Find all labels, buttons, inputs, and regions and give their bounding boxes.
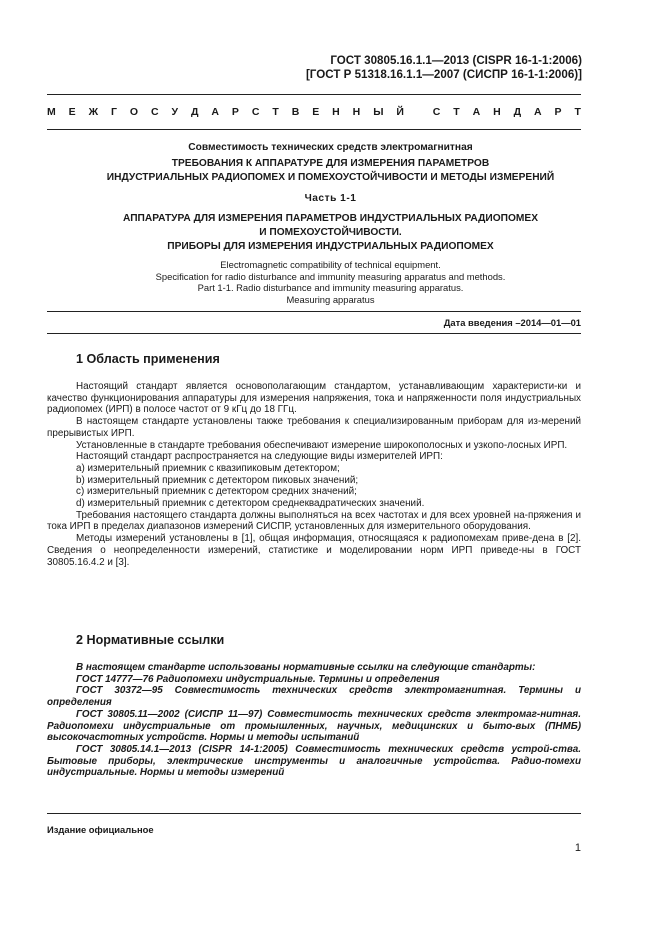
- banner-letter: Г: [111, 106, 117, 118]
- title-english-line: Part 1-1. Radio disturbance and immunity measuring apparatus.: [197, 282, 464, 294]
- banner-letter: М: [47, 106, 56, 118]
- title-part-line: И ПОМЕХОУСТОЙЧИВОСТИ.: [259, 227, 402, 238]
- banner-letter: Й: [396, 106, 404, 118]
- edition-note: Издание официальное: [47, 824, 154, 835]
- title-rule: [47, 311, 581, 312]
- title-part-line: АППАРАТУРА ДЛЯ ИЗМЕРЕНИЯ ПАРАМЕТРОВ ИНДУСТРИАЛЬНЫХ РАДИОПОМЕХ: [122, 213, 538, 224]
- banner-letter: Р: [554, 106, 562, 118]
- title-main: [47, 157, 614, 185]
- banner-letter: Т: [453, 106, 460, 118]
- paragraph: Настоящий стандарт является основополагающим стандартом, устанавливающим характеристи-ки и качество функционирования аппаратуры для измерения напряжения, тока и напряженности поля индустриальных радиопомех (ИРП) в полосе частот от 9 кГц до 18 ГГц.: [47, 381, 581, 416]
- standard-designation: [306, 54, 582, 82]
- banner-letter: В: [291, 106, 300, 118]
- title-english-line: Specification for radio disturbance and immunity measuring apparatus and methods.: [155, 270, 506, 282]
- reference-item: ГОСТ 14777—76 Радиопомехи индустриальные. Термины и определения: [76, 673, 440, 685]
- banner-letter: А: [534, 106, 542, 118]
- title-english-line: Electromagnetic compatibility of technical equipment.: [220, 259, 441, 270]
- reference-item: ГОСТ 30372—95 Совместимость технических средств электромагнитная. Термины и определения: [47, 685, 581, 709]
- title-english: [47, 259, 614, 305]
- list-item: d) измерительный приемник с детектором среднеквадратических значений.: [76, 498, 425, 510]
- introduction-date: Дата введения –2014—01—01: [443, 317, 581, 328]
- paragraph: Требования настоящего стандарта должны выполняться на всех частотах и для всех уровней на-пряжения и тока ИРП в пределах диапазонов измерений СИСПР, установленных для измерительного оборудования.: [47, 509, 581, 533]
- banner-letter: Н: [352, 106, 361, 118]
- page-number: 1: [574, 842, 581, 854]
- banner-letter: Е: [312, 106, 320, 118]
- paragraph: Настоящий стандарт распространяется на следующие виды измерителей ИРП:: [76, 451, 443, 463]
- standard-designation-line2: [ГОСТ Р 51318.16.1.1—2007 (СИСПР 16-1-1:2006)]: [305, 68, 582, 81]
- paragraph: Методы измерений установлены в [1], общая информация, относящаяся к радиопомехам приве-дена в [2]. Сведения о неопределенности измерений, статистике и моделировании норм ИРП приведе-ны в ГОСТ 30805.16.4.2 и [3].: [47, 533, 581, 568]
- standard-designation-line1: ГОСТ 30805.16.1.1—2013 (CISPR 16-1-1:2006): [330, 54, 582, 67]
- banner-letter: Д: [513, 106, 522, 118]
- section1-body: [47, 381, 581, 568]
- banner-letter: У: [171, 106, 179, 118]
- banner-letter: Ж: [88, 106, 99, 118]
- banner-letter: Н: [493, 106, 501, 118]
- list-item: с) измерительный приемник с детектором средних значений;: [76, 486, 357, 498]
- title-part-name: [47, 212, 614, 254]
- list-item: а) измерительный приемник с квазипиковым детектором;: [76, 462, 340, 474]
- interstate-standard-banner: [47, 106, 581, 122]
- paragraph: В настоящем стандарте установлены также требования к специализированным приборам для из-мерений прерывистых ИРП.: [47, 416, 581, 439]
- reference-item: ГОСТ 30805.14.1—2013 (CISPR 14-1:2005) Совместимость технических средств устрой-ства. Бытовые приборы, электрические инструменты и аналогичные устройства. Радио-помехи индустриальные. Нормы и методы измерений: [47, 743, 581, 779]
- banner-letter: Р: [231, 106, 239, 118]
- banner-letter: О: [129, 106, 139, 118]
- banner-letter: А: [472, 106, 481, 118]
- banner-letter: Ы: [373, 106, 384, 118]
- banner-letter: С: [432, 106, 441, 118]
- banner-letter: Д: [190, 106, 199, 118]
- banner-letter: Т: [574, 106, 581, 118]
- title-part-line: ПРИБОРЫ ДЛЯ ИЗМЕРЕНИЯ ИНДУСТРИАЛЬНЫХ РАДИОПОМЕХ: [167, 241, 494, 252]
- banner-letter: Е: [68, 106, 76, 118]
- banner-letter: Н: [332, 106, 340, 118]
- title-english-line: Measuring apparatus: [286, 293, 375, 305]
- banner-letter: С: [251, 106, 260, 118]
- title-part: Часть 1-1: [304, 193, 357, 204]
- banner-letter: А: [211, 106, 219, 118]
- title-main-line: ТРЕБОВАНИЯ К АППАРАТУРЕ ДЛЯ ИЗМЕРЕНИЯ ПАРАМЕТРОВ: [171, 158, 490, 169]
- paragraph: Установленные в стандарте требования обеспечивают измерение широкополосных и узкопо-лосных ИРП.: [76, 439, 568, 451]
- title-main-line: ИНДУСТРИАЛЬНЫХ РАДИОПОМЕХ И ПОМЕХОУСТОЙЧИВОСТИ И МЕТОДЫ ИЗМЕРЕНИЙ: [106, 172, 555, 183]
- reference-item: ГОСТ 30805.11—2002 (СИСПР 11—97) Совместимость технических средств электромаг-нитная. Радиопомехи индустриальные от промышленных, научных, медицинских и быто-вых (ПНМБ) высокочастотных устройств. Нормы и методы испытаний: [47, 708, 581, 744]
- footer-rule: [47, 813, 581, 814]
- list-item: b) измерительный приемник с детектором пиковых значений;: [76, 474, 359, 486]
- paragraph: В настоящем стандарте использованы нормативные ссылки на следующие стандарты:: [76, 662, 536, 673]
- section2-heading: 2 Нормативные ссылки: [76, 633, 225, 647]
- banner-letter: Т: [272, 106, 279, 118]
- header-rule: [47, 94, 581, 95]
- banner-rule: [47, 129, 581, 130]
- date-rule: [47, 333, 581, 334]
- banner-letter: С: [151, 106, 159, 118]
- title-subtitle: Совместимость технических средств электромагнитная: [188, 142, 473, 153]
- banner-letter: [417, 106, 420, 122]
- section1-heading: 1 Область применения: [76, 352, 220, 366]
- section2-body: [47, 662, 581, 779]
